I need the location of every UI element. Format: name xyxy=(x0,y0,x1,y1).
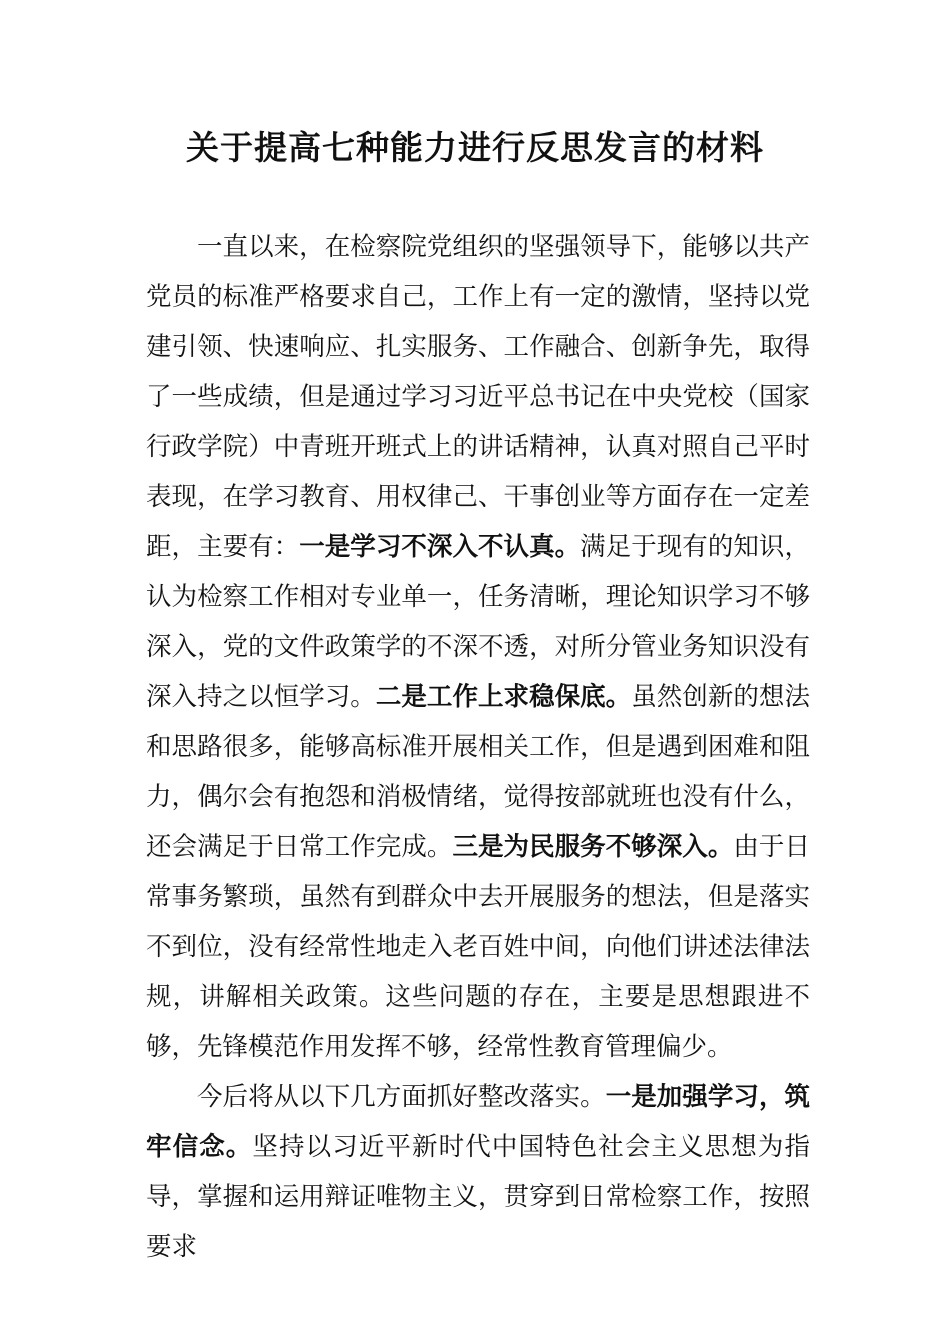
paragraph-1 xyxy=(146,222,810,1072)
document-title: 关于提高七种能力进行反思发言的材料 xyxy=(186,128,764,167)
text-segment: 满足于现有的知识，认为检察工作相对专业单一，任务清晰，理论知识学习不够深入，党的文件政策学的不深不透，对所分管业务知识没有深入持之以恒学习。 xyxy=(146,532,810,712)
bold-heading-2: 二是工作上求稳保底。 xyxy=(375,682,632,712)
text-segment: 一直以来，在检察院党组织的坚强领导下，能够以共产党员的标准严格要求自己，工作上有一定的激情，坚持以党建引领、快速响应、扎实服务、工作融合、创新争先，取得了一些成绩，但是通过学习习近平总书记在中央党校（国家行政学院）中青班开班式上的讲话精神，认真对照自己平时表现，在学习教育、用权律己、干事创业等方面存在一定差距，主要有： xyxy=(146,232,810,562)
document-body xyxy=(146,222,810,1272)
text-segment: 虽然创新的想法和思路很多，能够高标准开展相关工作，但是遇到困难和阻力，偶尔会有抱怨和消极情绪，觉得按部就班也没有什么，还会满足于日常工作完成。 xyxy=(146,682,810,862)
text-segment: 由于日常事务繁琐，虽然有到群众中去开展服务的想法，但是落实不到位，没有经常性地走入老百姓中间，向他们讲述法律法规，讲解相关政策。这些问题的存在，主要是思想跟进不够，先锋模范作用发挥不够，经常性教育管理偏少。 xyxy=(146,832,810,1062)
text-segment: 坚持以习近平新时代中国特色社会主义思想为指导，掌握和运用辩证唯物主义，贯穿到日常检察工作，按照要求 xyxy=(146,1132,810,1262)
paragraph-2 xyxy=(146,1072,810,1272)
bold-heading-1: 一是学习不深入不认真。 xyxy=(299,532,581,562)
text-segment: 今后将从以下几方面抓好整改落实。 xyxy=(197,1082,606,1112)
bold-heading-4: 一是加强学习，筑牢信念。 xyxy=(146,1082,810,1162)
bold-heading-3: 三是为民服务不够深入。 xyxy=(452,832,734,862)
